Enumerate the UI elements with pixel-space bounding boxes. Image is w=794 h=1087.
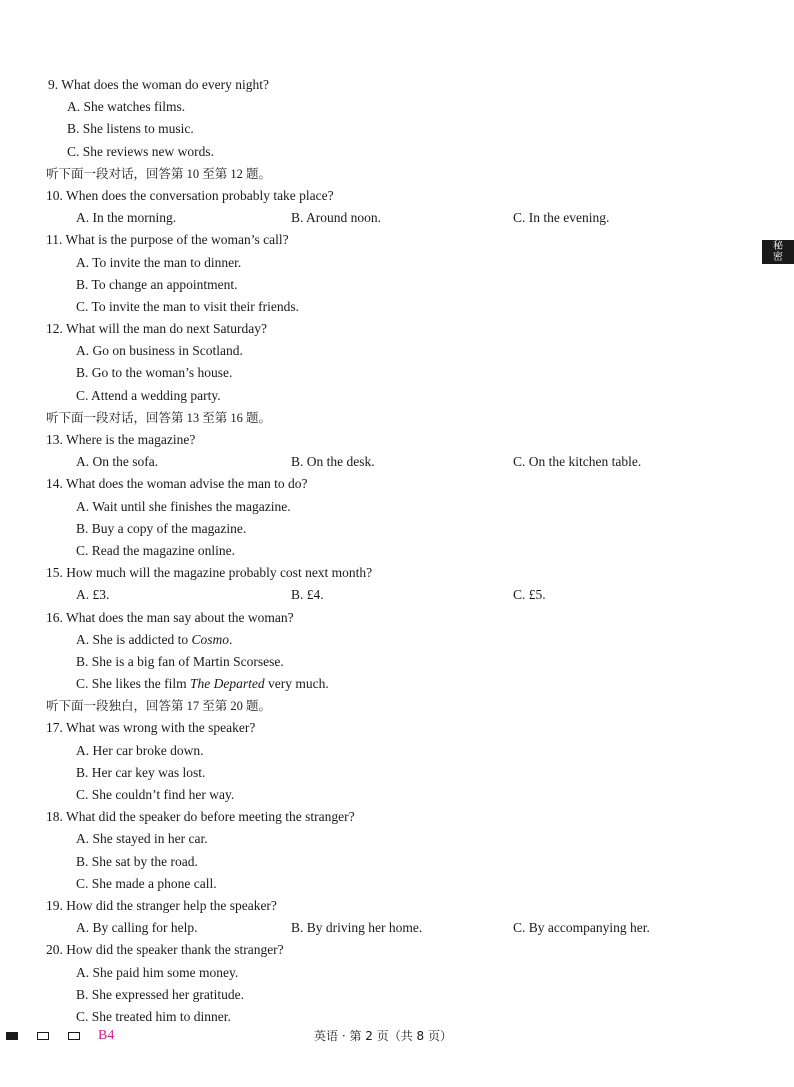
- answer-option: A. By calling for help.: [76, 920, 198, 936]
- answer-option: A. She stayed in her car.: [76, 831, 208, 847]
- answer-option: B. On the desk.: [291, 454, 375, 470]
- answer-option: C. £5.: [513, 587, 546, 603]
- answer-option: B. She listens to music.: [67, 121, 194, 137]
- answer-option: A. Her car broke down.: [76, 742, 204, 758]
- empty-square-icon: [68, 1032, 80, 1040]
- option-text: A. She is addicted to: [76, 631, 192, 647]
- question: 14. What does the woman advise the man to do?: [46, 476, 308, 492]
- question: 12. What will the man do next Saturday?: [46, 321, 267, 337]
- answer-option: C. She reviews new words.: [67, 143, 214, 159]
- question: 9. What does the woman do every night?: [48, 77, 269, 92]
- empty-square-icon: [37, 1032, 49, 1040]
- answer-option: B. By driving her home.: [291, 920, 423, 936]
- italic-title: The Departed: [190, 676, 265, 692]
- answer-option: C. By accompanying her.: [513, 920, 650, 936]
- answer-option: B. Around noon.: [291, 210, 382, 226]
- confidential-label: 秘 密: [773, 241, 783, 263]
- answer-option: A. She paid him some money.: [76, 964, 239, 980]
- answer-option: [0, 673, 794, 695]
- filled-square-icon: [6, 1032, 18, 1040]
- paper-code: B4: [98, 1028, 115, 1043]
- question: 17. What was wrong with the speaker?: [46, 720, 256, 736]
- answer-option: C. She treated him to dinner.: [76, 1008, 231, 1024]
- answer-option: A. In the morning.: [76, 210, 177, 226]
- answer-option: A. Go on business in Scotland.: [76, 343, 243, 359]
- answer-option: C. She made a phone call.: [76, 875, 217, 891]
- answer-option: B. She is a big fan of Martin Scorsese.: [76, 653, 284, 669]
- section-instruction: 听下面一段对话，回答第 13 至第 16 题。: [46, 410, 272, 425]
- answer-option: C. To invite the man to visit their friends.: [76, 298, 300, 314]
- question: 13. Where is the magazine?: [46, 432, 196, 447]
- option-text: very much.: [264, 676, 329, 692]
- italic-title: Cosmo: [191, 631, 229, 647]
- answer-option: B. Go to the woman’s house.: [76, 365, 233, 381]
- answer-option: A. £3.: [76, 587, 110, 603]
- answer-option: A. To invite the man to dinner.: [76, 254, 242, 270]
- answer-option: A. She watches films.: [67, 99, 186, 115]
- answer-option: [0, 629, 794, 651]
- question: 20. How did the speaker thank the stranger?: [46, 942, 284, 958]
- section-instruction: 听下面一段对话，回答第 10 至第 12 题。: [46, 166, 272, 181]
- answer-option: B. She expressed her gratitude.: [76, 986, 244, 1002]
- page-footer: [0, 1026, 794, 1046]
- answer-option: C. Read the magazine online.: [76, 542, 235, 558]
- option-text: .: [229, 631, 233, 647]
- section-instruction: 听下面一段独白，回答第 17 至第 20 题。: [46, 699, 272, 714]
- answer-option: C. In the evening.: [513, 210, 610, 226]
- option-row: [0, 917, 794, 939]
- question: 10. When does the conversation probably take place?: [46, 187, 334, 203]
- question: 18. What did the speaker do before meeting the stranger?: [46, 809, 355, 825]
- answer-option: C. She couldn’t find her way.: [76, 787, 235, 802]
- answer-option: A. Wait until she finishes the magazine.: [76, 498, 291, 514]
- answer-option: C. On the kitchen table.: [513, 454, 642, 470]
- answer-option: C. Attend a wedding party.: [76, 387, 221, 403]
- option-text: C. She likes the film: [76, 676, 190, 692]
- question: 16. What does the man say about the woman?: [46, 609, 294, 625]
- option-row: [0, 584, 794, 606]
- confidential-tab: [762, 240, 794, 264]
- page-number: 英语 · 第 2 页（共 8 页）: [314, 1029, 452, 1043]
- question: 15. How much will the magazine probably cost next month?: [46, 565, 373, 581]
- answer-option: B. Buy a copy of the magazine.: [76, 520, 247, 536]
- answer-option: B. Her car key was lost.: [76, 764, 206, 780]
- question: 11. What is the purpose of the woman’s call?: [46, 232, 289, 248]
- option-row: [0, 207, 794, 229]
- option-row: [0, 451, 794, 473]
- answer-option: B. She sat by the road.: [76, 853, 198, 869]
- answer-option: B. £4.: [291, 587, 324, 603]
- exam-content: [0, 74, 794, 1028]
- question: 19. How did the stranger help the speaker?: [46, 897, 277, 913]
- answer-option: B. To change an appointment.: [76, 276, 238, 292]
- answer-option: A. On the sofa.: [76, 454, 159, 470]
